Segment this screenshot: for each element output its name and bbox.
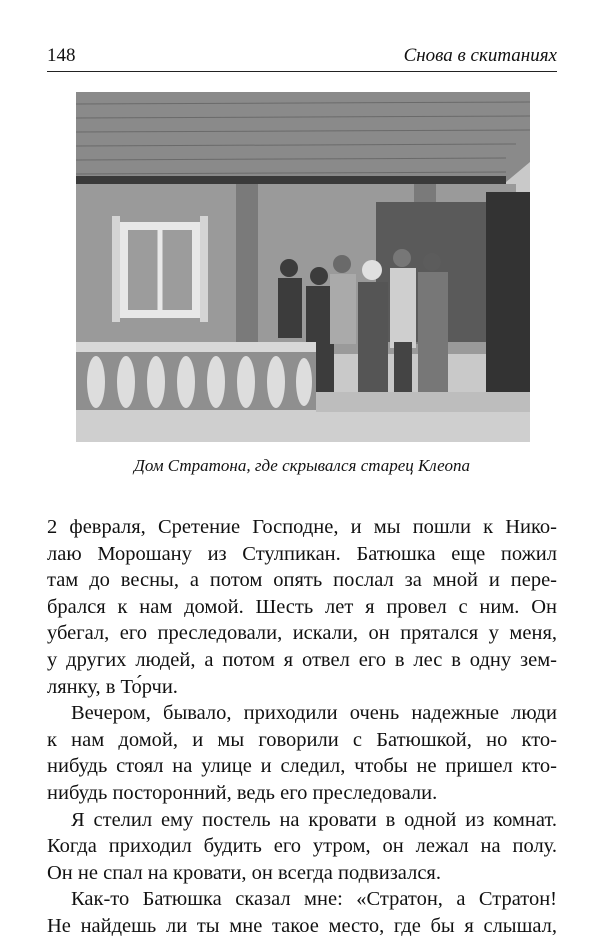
text-line: Вечером, бывало, приходили очень надежные люди xyxy=(71,702,557,725)
text-line: Когда приходил будить его утром, он лежал на полу. xyxy=(47,835,557,858)
paragraph-4 xyxy=(47,886,557,939)
photo-caption: Дом Стратона, где скрывался старец Клеопа xyxy=(134,456,470,475)
running-title: Снова в скитаниях xyxy=(403,45,557,66)
header-rule xyxy=(47,71,557,72)
text-line: Он не спал на кровати, он всегда подвизался. xyxy=(47,861,441,884)
text-line: убегал, его преследовали, искали, он прятался у меня, xyxy=(47,622,557,645)
text-line: Не найдешь ли ты мне такое место, где бы я слышал, xyxy=(47,914,557,937)
body-text xyxy=(47,514,557,940)
text-line: там до весны, а потом опять послал за мной и пере- xyxy=(47,569,557,592)
text-line: лаю Морошану из Стулпикан. Батюшка еще пожил xyxy=(47,542,557,565)
page-header xyxy=(47,44,557,70)
text-line: нибудь стоял на улице и следил, чтобы не пришел кто- xyxy=(47,755,557,778)
paragraph-2 xyxy=(47,700,557,806)
text-line: Как-то Батюшка сказал мне: «Стратон, а Стратон! xyxy=(71,888,557,911)
page-number: 148 xyxy=(47,45,76,66)
text-line: у других людей, а потом я отвел его в лес в одну зем- xyxy=(47,648,557,671)
paragraph-3 xyxy=(47,807,557,887)
text-line: Я стелил ему постель на кровати в одной из комнат. xyxy=(71,808,557,831)
house-photo-illustration xyxy=(76,92,530,442)
text-line: нибудь посторонний, ведь его преследовали. xyxy=(47,781,438,804)
text-line: брался к нам домой. Шесть лет я провел с ним. Он xyxy=(47,595,557,618)
house-photo xyxy=(76,92,530,442)
paragraph-1 xyxy=(47,514,557,700)
text-line: к нам домой, и мы говорили с Батюшкой, но кто- xyxy=(47,728,557,751)
text-line: 2 февраля, Сретение Господне, и мы пошли к Нико- xyxy=(47,516,557,538)
text-line: лянку, в То́рчи. xyxy=(47,675,178,698)
